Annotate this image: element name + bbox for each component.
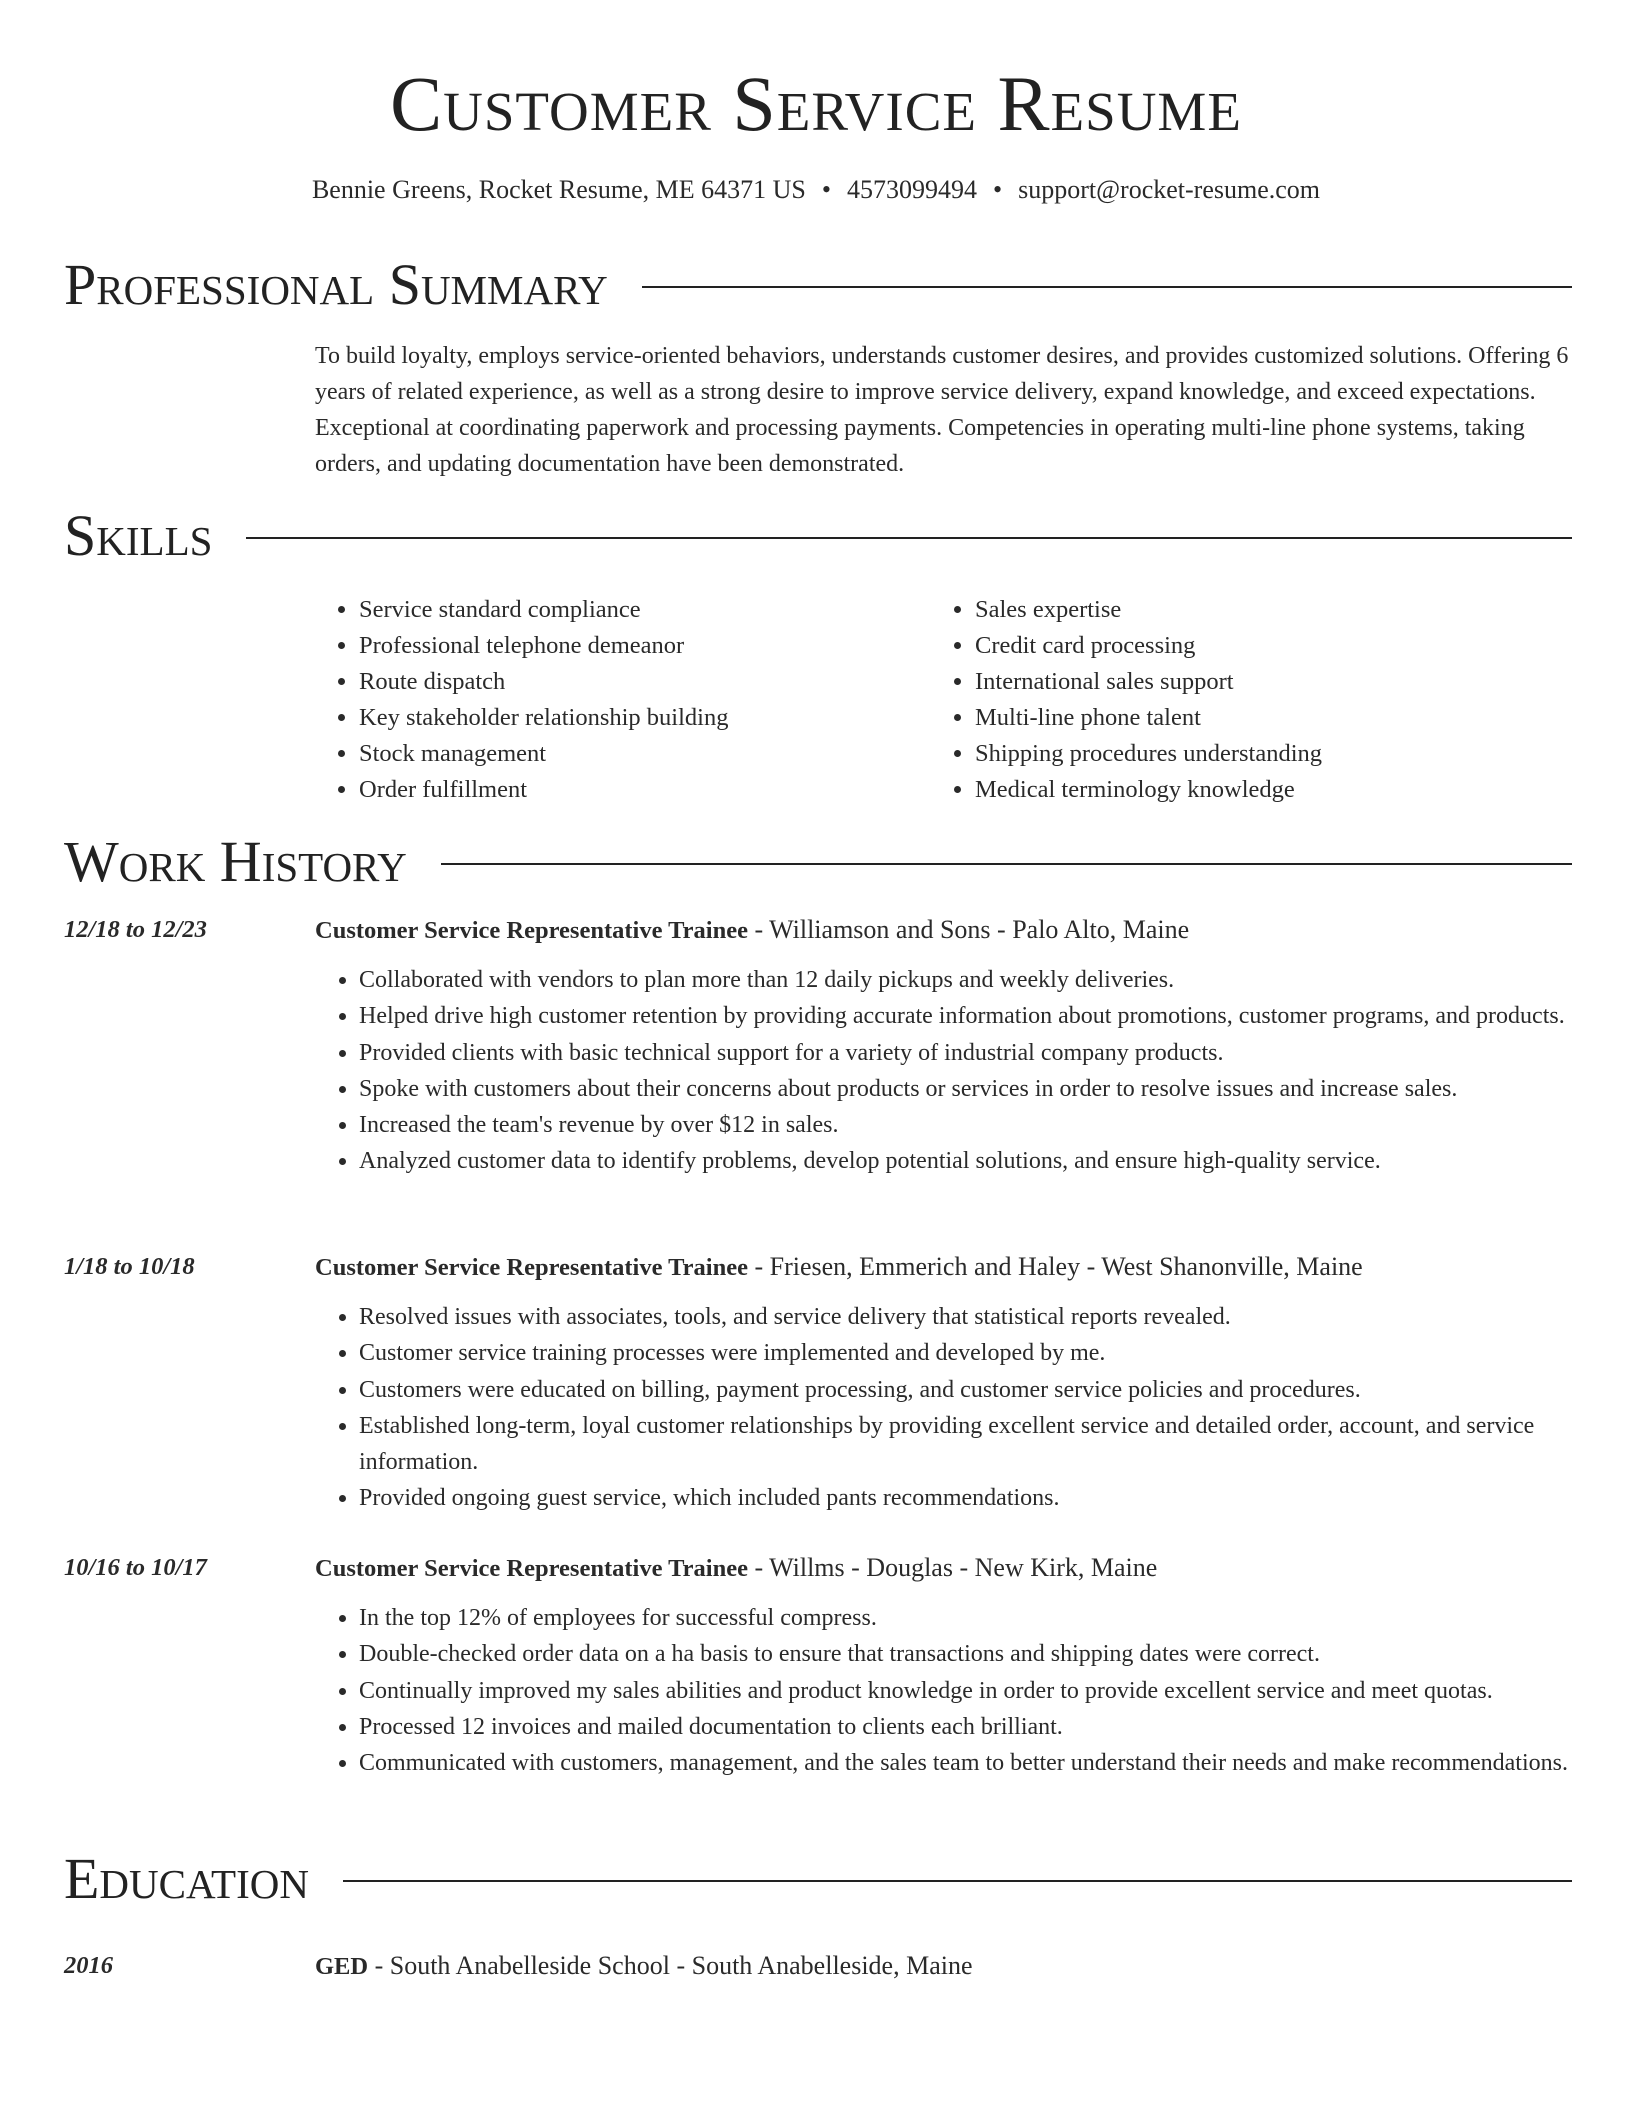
job-company-location: - Friesen, Emmerich and Haley - West Shanonville, Maine <box>747 1252 1363 1281</box>
job-bullet: • Provided ongoing guest service, which included pants recommendations. <box>359 1480 1579 1516</box>
section-header-summary <box>64 252 1572 318</box>
contact-email[interactable]: support@rocket-resume.com <box>1018 175 1321 204</box>
contact-separator: • <box>993 175 1003 204</box>
skill-item: • Medical terminology knowledge <box>975 772 1545 808</box>
job-bullet: • Increased the team's revenue by over $12 in sales. <box>359 1107 1579 1143</box>
education-school-location: - South Anabelleside School - South Anabelleside, Maine <box>368 1951 973 1980</box>
job-bullet: • Spoke with customers about their concerns about products or services in order to resolve issues and increase sales. <box>359 1071 1579 1107</box>
education-degree: GED <box>315 1953 369 1980</box>
contact-separator: • <box>821 175 831 204</box>
job-bullets <box>315 1600 1579 1781</box>
contact-address: Bennie Greens, Rocket Resume, ME 64371 US <box>311 175 806 204</box>
skill-item: • Sales expertise <box>975 592 1545 628</box>
job-company-location: - Willms - Douglas - New Kirk, Maine <box>747 1553 1158 1582</box>
job-company-location: - Williamson and Sons - Palo Alto, Maine <box>747 915 1190 944</box>
section-divider <box>343 1880 1572 1882</box>
education-date: 2016 <box>64 1952 113 1979</box>
skill-item: • Key stakeholder relationship building <box>359 700 931 736</box>
section-divider <box>642 286 1572 288</box>
job-bullet: • Continually improved my sales abilities and product knowledge in order to provide excellent service and meet quotas. <box>359 1673 1579 1709</box>
section-title-skills: Skills <box>64 503 213 568</box>
resume-title: Customer Service Resume <box>390 60 1242 147</box>
job-bullet: • Analyzed customer data to identify problems, develop potential solutions, and ensure high-quality service. <box>359 1143 1579 1179</box>
contact-line <box>0 174 1632 206</box>
skill-item: • International sales support <box>975 664 1545 700</box>
skill-item: • Multi-line phone talent <box>975 700 1545 736</box>
skills-column-2 <box>931 592 1545 808</box>
skill-item: • Professional telephone demeanor <box>359 628 931 664</box>
job-bullets <box>315 962 1579 1180</box>
section-header-education <box>64 1846 1572 1912</box>
section-divider <box>246 537 1572 539</box>
skill-item: • Credit card processing <box>975 628 1545 664</box>
job-bullets <box>315 1299 1579 1517</box>
section-header-skills <box>64 503 1572 569</box>
section-title-summary: Professional Summary <box>64 252 608 317</box>
skill-item: • Order fulfillment <box>359 772 931 808</box>
section-title-work: Work History <box>64 829 407 894</box>
skill-item: • Service standard compliance <box>359 592 931 628</box>
job-title: Customer Service Representative Trainee <box>315 1555 748 1582</box>
skills-list <box>315 592 1573 808</box>
job-bullet: • Communicated with customers, management, and the sales team to better understand their needs and make recommendations. <box>359 1745 1579 1781</box>
job-title: Customer Service Representative Trainee <box>315 1254 748 1281</box>
section-title-education: Education <box>64 1846 309 1911</box>
job-bullet: • Helped drive high customer retention by providing accurate information about promotions, customer programs, and products. <box>359 998 1579 1034</box>
job-title: Customer Service Representative Trainee <box>315 917 748 944</box>
job-bullet: • Customer service training processes were implemented and developed by me. <box>359 1335 1579 1371</box>
job-bullet: • Established long-term, loyal customer relationships by providing excellent service and detailed order, account, and service information. <box>359 1408 1579 1481</box>
contact-phone: 4573099494 <box>847 175 977 204</box>
section-divider <box>441 863 1572 865</box>
skill-item: • Stock management <box>359 736 931 772</box>
education-header <box>315 1949 973 1984</box>
job-bullet: • Customers were educated on billing, payment processing, and customer service policies and procedures. <box>359 1372 1579 1408</box>
job-dates: 10/16 to 10/17 <box>64 1554 207 1581</box>
job-bullet: • Double-checked order data on a ha basis to ensure that transactions and shipping dates were correct. <box>359 1636 1579 1672</box>
job-header <box>315 913 1189 948</box>
job-bullet: • Collaborated with vendors to plan more than 12 daily pickups and weekly deliveries. <box>359 962 1579 998</box>
skill-item: • Route dispatch <box>359 664 931 700</box>
skill-item: • Shipping procedures understanding <box>975 736 1545 772</box>
job-dates: 12/18 to 12/23 <box>64 916 207 943</box>
job-bullet: • In the top 12% of employees for successful compress. <box>359 1600 1579 1636</box>
skills-column-1 <box>315 592 931 808</box>
section-header-work <box>64 829 1572 895</box>
job-bullet: • Provided clients with basic technical support for a variety of industrial company products. <box>359 1035 1579 1071</box>
job-bullet: • Resolved issues with associates, tools, and service delivery that statistical reports revealed. <box>359 1299 1579 1335</box>
job-header <box>315 1250 1363 1285</box>
job-header <box>315 1551 1157 1586</box>
job-dates: 1/18 to 10/18 <box>64 1253 195 1280</box>
job-bullet: • Processed 12 invoices and mailed documentation to clients each brilliant. <box>359 1709 1579 1745</box>
summary-text: To build loyalty, employs service-oriented behaviors, understands customer desires, and provides customized solutions. Offering 6 years of related experience, as well as a strong desire to improve service delivery, expand knowledge, and exceed expectations. Exceptional at coordinating paperwork and processing payments. Competencies in operating multi-line phone systems, taking orders, and updating documentation have been demonstrated. <box>315 343 1569 477</box>
